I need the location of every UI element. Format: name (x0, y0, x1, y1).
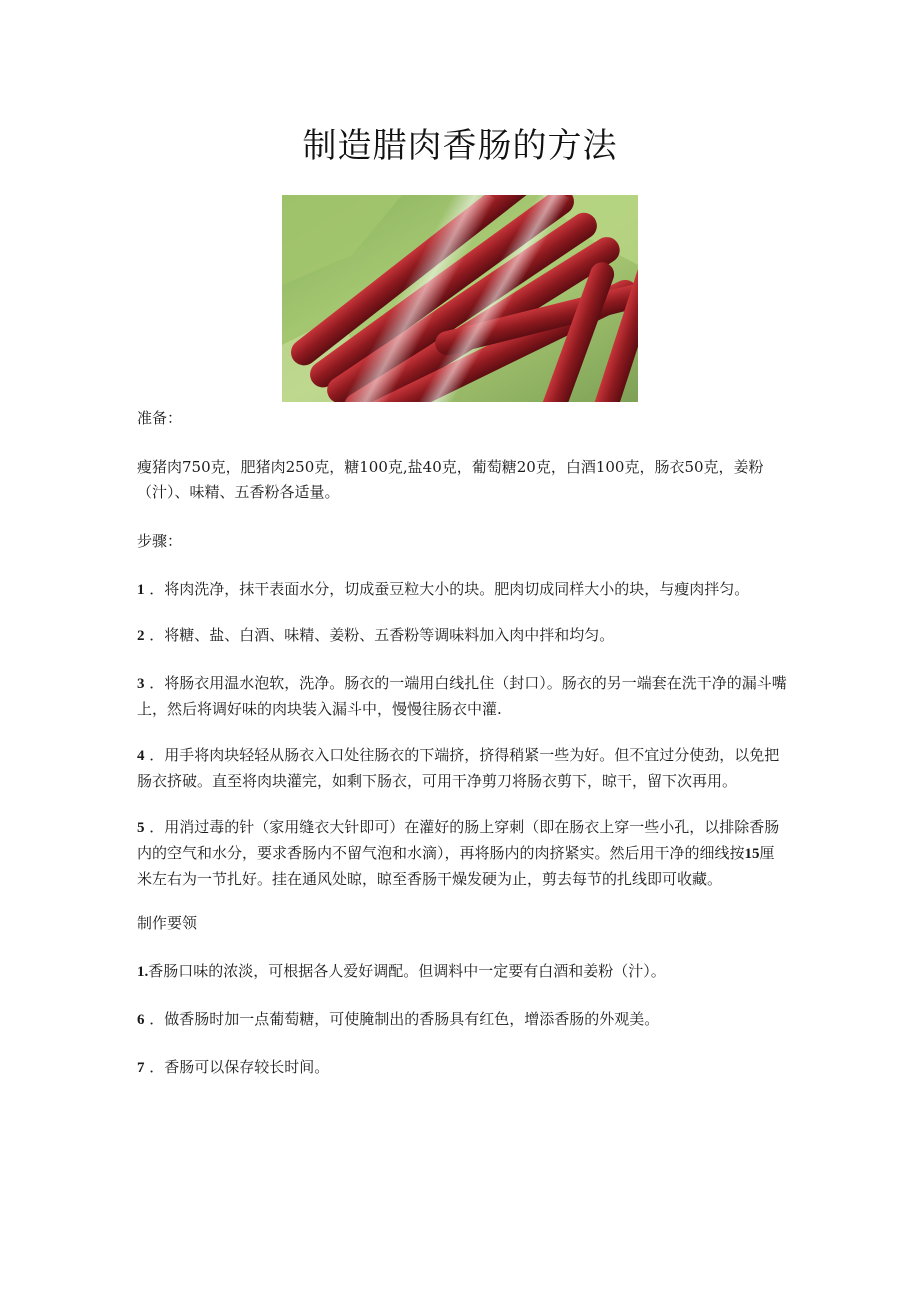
tip-number: 7 (137, 1060, 145, 1076)
step-text-part-2: 厘米左右为一节扎好。挂在通风处晾，晾至香肠干燥发硬为止，剪去每节的扎线即可收藏。 (137, 844, 775, 888)
step-text-bold-number: 15 (744, 846, 760, 862)
step-3 (137, 671, 787, 722)
sausage-illustration (282, 195, 638, 402)
sausage-photo (282, 195, 638, 402)
tips-heading: 制作要领 (137, 914, 198, 932)
tip-2 (137, 1007, 787, 1033)
tip-1 (137, 959, 787, 985)
step-4 (137, 743, 787, 794)
tip-text: ．香肠可以保存较长时间。 (149, 1058, 330, 1076)
step-text: ．用手将肉块轻轻从肠衣入口处往肠衣的下端挤，挤得稍紧一些为好。但不宜过分使劲，以免把肠衣挤破。直至将肉块灌完，如剩下肠衣，可用干净剪刀将肠衣剪下，晾干，留下次再用。 (137, 746, 780, 790)
step-number: 1 (137, 582, 145, 598)
tip-text: 香肠口味的浓淡，可根据各人爱好调配。但调料中一定要有白酒和姜粉（汁）。 (148, 962, 666, 980)
tip-3 (137, 1055, 787, 1081)
step-number: 3 (137, 676, 145, 692)
step-text-part-1: ．用消过毒的针（家用缝衣大针即可）在灌好的肠上穿刺（即在肠衣上穿一些小孔，以排除香肠内的空气和水分，要求香肠内不留气泡和水滴），再将肠内的肉挤紧实。然后用干净的细线按 (137, 818, 780, 862)
step-number: 5 (137, 820, 145, 836)
page-title: 制造腊肉香肠的方法 (302, 126, 618, 166)
step-number: 2 (137, 628, 145, 644)
steps-heading: 步骤： (137, 532, 183, 550)
prep-heading: 准备： (137, 409, 183, 427)
step-number: 4 (137, 748, 145, 764)
step-text: ．将肉洗净，抹干表面水分，切成蚕豆粒大小的块。肥肉切成同样大小的块，与瘦肉拌匀。 (149, 580, 750, 598)
ingredients-line-1: 瘦猪肉750克，肥猪肉250克，糖100克,盐40克，葡萄糖20克，白酒100克，肠衣50克，姜粉 (137, 458, 764, 476)
tip-number: 1. (137, 964, 149, 980)
prep-ingredients (137, 455, 787, 505)
tip-number: 6 (137, 1012, 145, 1028)
step-text: ．将肠衣用温水泡软，洗净。肠衣的一端用白线扎住（封口）。肠衣的另一端套在洗干净的漏斗嘴上，然后将调好味的肉块装入漏斗中，慢慢往肠衣中灌. (137, 674, 787, 718)
ingredients-line-2: （汁）、味精、五香粉各适量。 (137, 483, 340, 501)
tip-text: ．做香肠时加一点葡萄糖，可使腌制出的香肠具有红色，增添香肠的外观美。 (149, 1010, 660, 1028)
step-text: ．将糖、盐、白酒、味精、姜粉、五香粉等调味料加入肉中拌和均匀。 (149, 626, 615, 644)
step-1 (137, 577, 787, 603)
step-2 (137, 623, 787, 649)
step-5 (137, 815, 787, 892)
